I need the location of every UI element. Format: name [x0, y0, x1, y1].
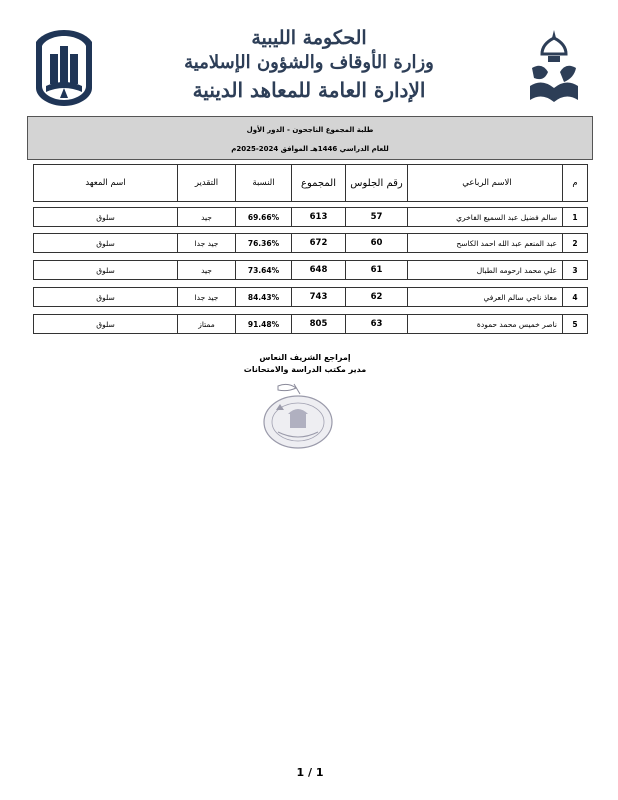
signature-block — [220, 352, 390, 376]
row-institute: سلوق — [96, 238, 115, 248]
header-seat: رقم الجلوس — [345, 165, 407, 201]
header-num: م — [562, 165, 587, 201]
table-header — [33, 164, 588, 202]
header-percent: النسبة — [235, 165, 291, 201]
report-title-box — [27, 116, 593, 160]
row-num: 3 — [562, 261, 587, 279]
header-institute: اسم المعهد — [85, 178, 126, 188]
row-num: 2 — [562, 234, 587, 252]
header-name: الاسم الرباعي — [407, 165, 562, 201]
row-percent: 73.64% — [235, 261, 291, 279]
row-num: 4 — [562, 288, 587, 306]
signer-name: إمراجع الشريف النعاس — [259, 353, 351, 362]
table-row — [33, 287, 588, 307]
row-total: 672 — [291, 234, 345, 252]
signer-title: مدير مكتب الدراسة والامتحانات — [243, 365, 367, 374]
row-num: 5 — [562, 315, 587, 333]
row-seat: 60 — [345, 234, 407, 252]
table-row — [33, 314, 588, 334]
row-seat: 61 — [345, 261, 407, 279]
row-total: 648 — [291, 261, 345, 279]
row-grade: جيد جدا — [177, 288, 235, 306]
government-title: الحكومة الليبية — [251, 27, 367, 49]
row-grade: جيد جدا — [177, 234, 235, 252]
ministry-title: وزارة الأوقاف والشؤون الإسلامية — [184, 52, 434, 73]
row-total: 613 — [291, 208, 345, 226]
institute-logo-icon — [30, 28, 98, 108]
row-total: 743 — [291, 288, 345, 306]
row-percent: 69.66% — [235, 208, 291, 226]
header-grade: التقدير — [177, 165, 235, 201]
row-percent: 76.36% — [235, 234, 291, 252]
row-num: 1 — [562, 208, 587, 226]
administration-title: الإدارة العامة للمعاهد الدينية — [192, 78, 426, 102]
table-row — [33, 233, 588, 253]
header-total: المجموع — [291, 165, 345, 201]
academic-year: للعام الدراسي 1446هـ الموافق 2024-2025م — [231, 145, 389, 153]
row-percent: 84.43% — [235, 288, 291, 306]
header — [178, 26, 440, 104]
table-row — [33, 207, 588, 227]
row-total: 805 — [291, 315, 345, 333]
row-name: سالم فضيل عبد السميع الفاخري — [407, 208, 562, 226]
row-grade: جيد — [177, 261, 235, 279]
row-grade: ممتاز — [177, 315, 235, 333]
row-percent: 91.48% — [235, 315, 291, 333]
row-name: ناصر خميس محمد حمودة — [407, 315, 562, 333]
row-seat: 62 — [345, 288, 407, 306]
page-number: 1 / 1 — [296, 766, 324, 779]
row-grade: جيد — [177, 208, 235, 226]
awqaf-logo-icon — [522, 28, 586, 108]
row-institute: سلوق — [96, 265, 115, 275]
row-seat: 57 — [345, 208, 407, 226]
row-institute: سلوق — [96, 319, 115, 329]
row-institute: سلوق — [96, 212, 115, 222]
row-seat: 63 — [345, 315, 407, 333]
row-institute: سلوق — [96, 292, 115, 302]
report-title: طلبة المجموع الناجحون - الدور الأول — [246, 126, 374, 134]
row-name: معاذ ناجي سالم العرفي — [407, 288, 562, 306]
table-row — [33, 260, 588, 280]
row-name: علي محمد ارحومه الطبال — [407, 261, 562, 279]
official-stamp-icon — [248, 380, 346, 454]
row-name: عبد المنعم عبد الله احمد الكاسح — [407, 234, 562, 252]
